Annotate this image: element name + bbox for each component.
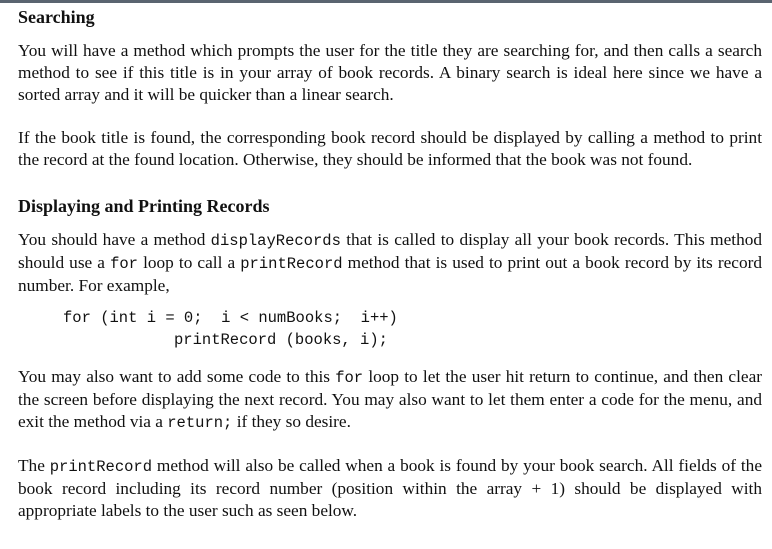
code-line-1: for (int i = 0; i < numBooks; i++) <box>63 309 398 327</box>
inline-code-printRecord: printRecord <box>240 255 343 273</box>
displaying-paragraph-2: You may also want to add some code to this for loop to let the user hit return to continue, and then clear the screen before displaying the next record. You may also want to let them enter a code for the menu, and exit the method via a return; if they so desire. <box>18 367 762 432</box>
inline-code-printRecord-2: printRecord <box>49 458 153 476</box>
inline-code-for: for <box>110 255 138 273</box>
code-example <box>18 307 762 351</box>
document-page <box>18 2 762 522</box>
displaying-paragraph-1: You should have a method displayRecords that is called to display all your book records. This method should use a for loop to call a printRecord method that is used to print out a book record by its record number. For example, <box>18 230 763 295</box>
searching-paragraph-2: If the book title is found, the corresponding book record should be displayed by calling a method to print the record at the found location. Otherwise, they should be informed that the book was not found. <box>18 128 762 169</box>
code-line-2: printRecord (books, i); <box>174 331 388 349</box>
searching-heading: Searching <box>18 7 95 27</box>
inline-code-displayRecords: displayRecords <box>210 232 341 250</box>
searching-paragraph-1: You will have a method which prompts the user for the title they are searching for, and then calls a search method to see if this title is in your array of book records. A binary search is ideal here since we have a sorted array and it will be quicker than a linear search. <box>18 41 762 104</box>
inline-code-return: return; <box>167 414 233 432</box>
displaying-paragraph-3: The printRecord method will also be called when a book is found by your book search. All fields of the book record including its record number (position within the array + 1) should be displayed with appropriate labels to the user such as seen below. <box>18 456 762 520</box>
displaying-heading: Displaying and Printing Records <box>18 196 270 216</box>
inline-code-for-2: for <box>335 369 364 387</box>
